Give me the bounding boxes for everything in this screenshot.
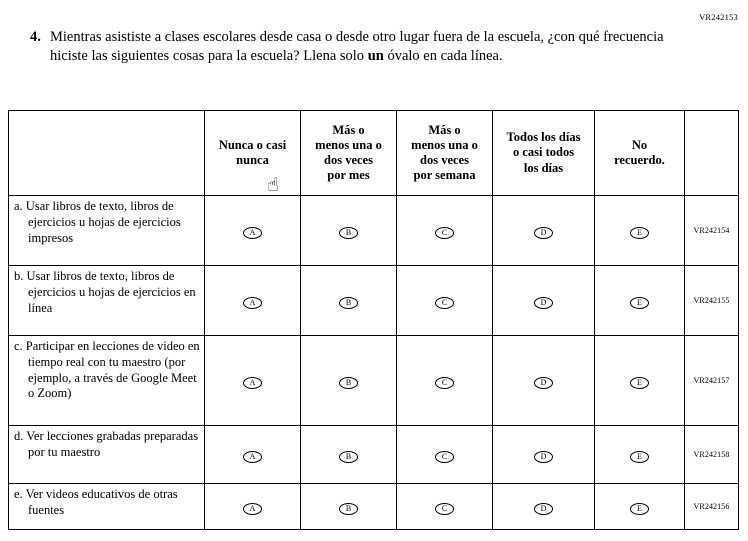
table-row-e [9, 484, 739, 530]
hand-cursor-icon: ☝ [267, 174, 279, 196]
header-label: No recuerdo. [614, 137, 665, 167]
answer-cell [205, 484, 301, 530]
answer-cell [595, 196, 685, 266]
table-row-a [9, 196, 739, 266]
row-code: VR242154 [693, 226, 730, 235]
oval-option-c[interactable]: C [435, 451, 454, 463]
oval-option-d[interactable]: D [534, 377, 553, 389]
oval-option-d[interactable]: D [534, 451, 553, 463]
answer-cell [493, 196, 595, 266]
answer-cell [493, 266, 595, 336]
answer-cell [595, 266, 685, 336]
oval-option-b[interactable]: B [339, 377, 358, 389]
answer-cell [595, 336, 685, 426]
row-label: b. Usar libros de texto, libros de ejercicios u hojas de ejercicios en línea [14, 269, 196, 315]
row-code-cell [685, 196, 739, 266]
header-corner-cell [9, 111, 205, 196]
frequency-table [8, 110, 739, 530]
answer-cell [397, 426, 493, 484]
row-label: e. Ver videos educativos de otras fuentes [14, 487, 178, 517]
header-code-cell [685, 111, 739, 196]
oval-option-c[interactable]: C [435, 503, 454, 515]
oval-option-c[interactable]: C [435, 227, 454, 239]
row-code-cell [685, 484, 739, 530]
oval-option-e[interactable]: E [630, 227, 649, 239]
oval-option-a[interactable]: A [243, 297, 262, 309]
header-label: Más o menos una o dos veces por mes [315, 122, 382, 183]
oval-option-b[interactable]: B [339, 297, 358, 309]
question-block [30, 28, 678, 65]
oval-option-a[interactable]: A [243, 451, 262, 463]
oval-option-e[interactable]: E [630, 451, 649, 463]
question-text [50, 28, 676, 65]
oval-option-b[interactable]: B [339, 227, 358, 239]
row-code-cell [685, 426, 739, 484]
header-nunca [205, 111, 301, 196]
answer-cell [595, 426, 685, 484]
header-todos-los-dias [493, 111, 595, 196]
answer-cell [301, 426, 397, 484]
answer-cell [397, 484, 493, 530]
answer-cell [205, 336, 301, 426]
answer-cell [301, 484, 397, 530]
oval-option-e[interactable]: E [630, 503, 649, 515]
oval-option-a[interactable]: A [243, 227, 262, 239]
oval-option-b[interactable]: B [339, 503, 358, 515]
row-label: c. Participar en lecciones de video en tiempo real con tu maestro (por ejemplo, a través de Google Meet o Zoom) [14, 339, 200, 401]
question-text-part1: Mientras asististe a clases escolares desde casa o desde otro lugar fuera de la escuela, ¿con qué frecuencia hiciste las siguientes cosas para la escuela? Llena solo [50, 29, 664, 64]
oval-option-d[interactable]: D [534, 227, 553, 239]
row-code: VR242158 [693, 450, 730, 459]
oval-option-e[interactable]: E [630, 297, 649, 309]
answer-cell [301, 196, 397, 266]
oval-option-c[interactable]: C [435, 297, 454, 309]
row-code-cell [685, 266, 739, 336]
answer-cell [595, 484, 685, 530]
answer-cell [397, 336, 493, 426]
answer-cell [397, 196, 493, 266]
row-label-cell [9, 336, 205, 426]
answer-cell [205, 266, 301, 336]
header-row [9, 111, 739, 196]
oval-option-a[interactable]: A [243, 503, 262, 515]
oval-option-d[interactable]: D [534, 297, 553, 309]
answer-cell [493, 426, 595, 484]
header-label: Todos los días o casi todos los días [506, 130, 581, 175]
oval-option-b[interactable]: B [339, 451, 358, 463]
header-veces-por-semana [397, 111, 493, 196]
oval-option-d[interactable]: D [534, 503, 553, 515]
row-code-cell [685, 336, 739, 426]
answer-cell [493, 336, 595, 426]
oval-option-a[interactable]: A [243, 377, 262, 389]
row-code: VR242156 [693, 502, 730, 511]
answer-cell [205, 196, 301, 266]
answer-cell [493, 484, 595, 530]
row-label-cell [9, 196, 205, 266]
oval-option-c[interactable]: C [435, 377, 454, 389]
row-label-cell [9, 484, 205, 530]
header-veces-por-mes [301, 111, 397, 196]
answer-cell [301, 336, 397, 426]
row-code: VR242155 [693, 296, 730, 305]
question-text-part2: óvalo en cada línea. [383, 47, 503, 64]
answer-cell [205, 426, 301, 484]
answer-cell [301, 266, 397, 336]
row-label-cell [9, 426, 205, 484]
question-text-bold: un [367, 47, 384, 64]
table-row-c [9, 336, 739, 426]
oval-option-e[interactable]: E [630, 377, 649, 389]
page-code: VR242153 [699, 12, 738, 22]
table-row-b [9, 266, 739, 336]
row-label: d. Ver lecciones grabadas preparadas por tu maestro [14, 429, 199, 459]
header-no-recuerdo [595, 111, 685, 196]
row-label: a. Usar libros de texto, libros de ejercicios u hojas de ejercicios impresos [14, 199, 181, 245]
table-row-d [9, 426, 739, 484]
row-label-cell [9, 266, 205, 336]
header-label: Nunca o casi nunca [218, 137, 287, 167]
row-code: VR242157 [693, 376, 730, 385]
header-label: Más o menos una o dos veces por semana [411, 122, 478, 183]
answer-cell [397, 266, 493, 336]
question-number: 4. [30, 29, 41, 45]
